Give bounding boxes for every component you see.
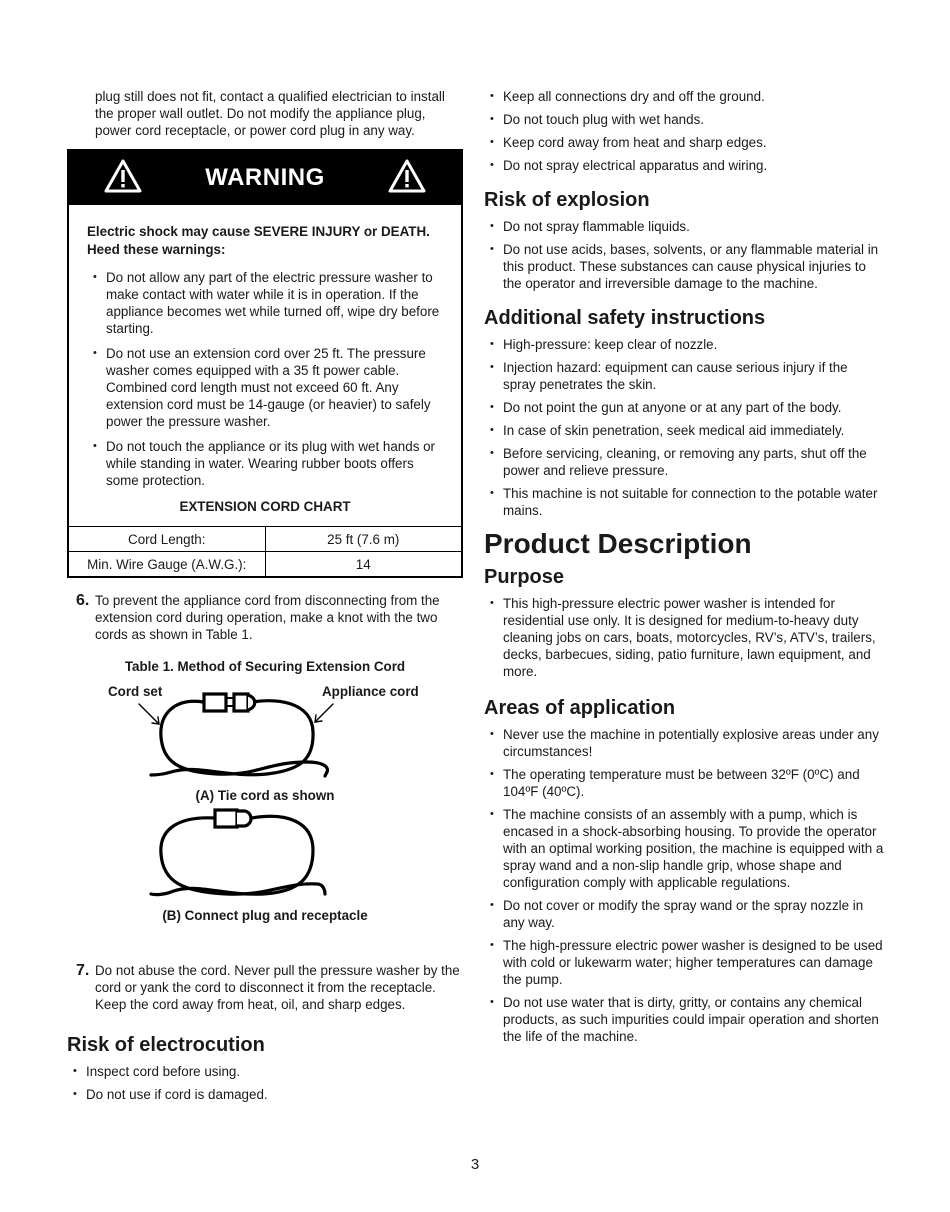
list-item: • This machine is not suitable for connection to the potable water mains. bbox=[484, 485, 884, 519]
warning-triangle-icon bbox=[103, 158, 143, 199]
intro-paragraph: plug still does not fit, contact a qualified electrician to install the proper wall outlet. Do not modify the appliance plug, power cord receptacle, or power cord plug in any way. bbox=[95, 89, 445, 138]
list-item: • Injection hazard: equipment can cause serious injury if the spray penetrates the skin. bbox=[484, 359, 884, 393]
list-item: • Do not spray flammable liquids. bbox=[484, 218, 884, 235]
warning-triangle-icon bbox=[387, 158, 427, 199]
item-text: Do not abuse the cord. Never pull the pressure washer by the cord or yank the cord to disconnect it from the receptacle. Keep the cord away from heat, oil, and sharp edges. bbox=[95, 963, 460, 1012]
list-item: • In case of skin penetration, seek medical aid immediately. bbox=[484, 422, 884, 439]
table-cell: 25 ft (7.6 m) bbox=[265, 527, 461, 552]
extension-cord-table bbox=[69, 526, 461, 576]
warning-box bbox=[67, 149, 463, 578]
item-number: 6. bbox=[76, 592, 90, 609]
cord-safety-list bbox=[484, 88, 884, 174]
left-column bbox=[67, 88, 463, 1109]
warning-body bbox=[69, 205, 461, 526]
list-item: • Do not use acids, bases, solvents, or any flammable material in this product. These substances can cause physical injuries to the operator and irreversible damage to the machine. bbox=[484, 241, 884, 292]
list-item: • Do not use water that is dirty, gritty, or contains any chemical products, as such impurities could impair operation and shorten the life of the machine. bbox=[484, 994, 884, 1045]
section-heading-explosion: Risk of explosion bbox=[484, 189, 650, 211]
section-heading-electrocution: Risk of electrocution bbox=[67, 1034, 265, 1056]
numbered-item-7 bbox=[67, 962, 463, 1013]
list-item: • The operating temperature must be between 32ºF (0ºC) and 104ºF (40ºC). bbox=[484, 766, 884, 800]
cord-illustration bbox=[67, 682, 463, 978]
list-item: • Never use the machine in potentially explosive areas under any circumstances! bbox=[484, 726, 884, 760]
list-item: • High-pressure: keep clear of nozzle. bbox=[484, 336, 884, 353]
section-heading-areas: Areas of application bbox=[484, 697, 676, 719]
item-number: 7. bbox=[76, 962, 90, 979]
list-item: • The high-pressure electric power washer is designed to be used with cold or lukewarm water; higher temperatures can damage the pump. bbox=[484, 937, 884, 988]
list-item: • Do not spray electrical apparatus and wiring. bbox=[484, 157, 884, 174]
list-item: • Do not touch the appliance or its plug with wet hands or while standing in water. Wearing rubber boots offers some protection. bbox=[87, 438, 443, 489]
table-cell: Min. Wire Gauge (A.W.G.): bbox=[69, 552, 265, 577]
table-row bbox=[69, 527, 461, 552]
list-item: • Do not use if cord is damaged. bbox=[67, 1086, 463, 1103]
list-item: • Do not allow any part of the electric pressure washer to make contact with water while it is in operation. If the appliance becomes wet while turned off, wipe dry before starting. bbox=[87, 269, 443, 337]
list-item: • Before servicing, cleaning, or removing any parts, shut off the power and relieve pressure. bbox=[484, 445, 884, 479]
appliance-cord-label: Appliance cord bbox=[322, 684, 419, 699]
table-row bbox=[69, 552, 461, 577]
item-text: To prevent the appliance cord from disconnecting from the extension cord during operation, make a knot with the two cords as shown in Table 1. bbox=[95, 593, 440, 642]
extension-cord-chart-title: EXTENSION CORD CHART bbox=[179, 499, 351, 514]
table-title: Table 1. Method of Securing Extension Cord bbox=[124, 659, 406, 674]
electrocution-list bbox=[67, 1063, 463, 1103]
list-item: • The machine consists of an assembly with a pump, which is encased in a shock-absorbing housing. To provide the operator with an optimal working position, the machine is equipped with a spray wand and a non-slip handle grip, whose shape and configuration comply with applicable regulations. bbox=[484, 806, 884, 891]
explosion-list bbox=[484, 218, 884, 292]
caption-b: (B) Connect plug and receptacle bbox=[162, 908, 368, 923]
numbered-item-6 bbox=[67, 592, 463, 643]
list-item: • Keep all connections dry and off the ground. bbox=[484, 88, 884, 105]
right-column bbox=[484, 88, 884, 1051]
additional-list bbox=[484, 336, 884, 519]
list-item: • Do not cover or modify the spray wand or the spray nozzle in any way. bbox=[484, 897, 884, 931]
list-item: • This high-pressure electric power washer is intended for residential use only. It is designed for medium-to-heavy duty cleaning jobs on cars, boats, motorcycles, RV’s, ATV’s, trailers, decks, barbecues, siding, patio furniture, lawn equipment, and more. bbox=[484, 595, 884, 680]
section-heading-purpose: Purpose bbox=[484, 566, 565, 588]
warning-header bbox=[69, 151, 461, 205]
warning-lead: Electric shock may cause SEVERE INJURY or DEATH. Heed these warnings: bbox=[87, 224, 430, 257]
list-item: • Do not use an extension cord over 25 ft. The pressure washer comes equipped with a 35 ft power cable. Combined cord length must not exceed 60 ft. Any extension cord must be 14-gauge (or heavier) to safely power the pressure washer. bbox=[87, 345, 443, 430]
cord-knot-figure bbox=[67, 682, 463, 978]
list-item: • Do not point the gun at anyone or at any part of the body. bbox=[484, 399, 884, 416]
warning-list bbox=[87, 269, 443, 489]
list-item: • Keep cord away from heat and sharp edges. bbox=[484, 134, 884, 151]
areas-list bbox=[484, 726, 884, 1045]
page-number: 3 bbox=[470, 1156, 480, 1173]
table-cell: Cord Length: bbox=[69, 527, 265, 552]
product-description-heading: Product Description bbox=[484, 528, 752, 559]
section-heading-additional: Additional safety instructions bbox=[484, 307, 766, 329]
purpose-list bbox=[484, 595, 884, 680]
caption-a: (A) Tie cord as shown bbox=[195, 788, 335, 803]
list-item: • Inspect cord before using. bbox=[67, 1063, 463, 1080]
table-cell: 14 bbox=[265, 552, 461, 577]
list-item: • Do not touch plug with wet hands. bbox=[484, 111, 884, 128]
cord-set-label: Cord set bbox=[108, 684, 163, 699]
warning-title: WARNING bbox=[205, 164, 325, 191]
